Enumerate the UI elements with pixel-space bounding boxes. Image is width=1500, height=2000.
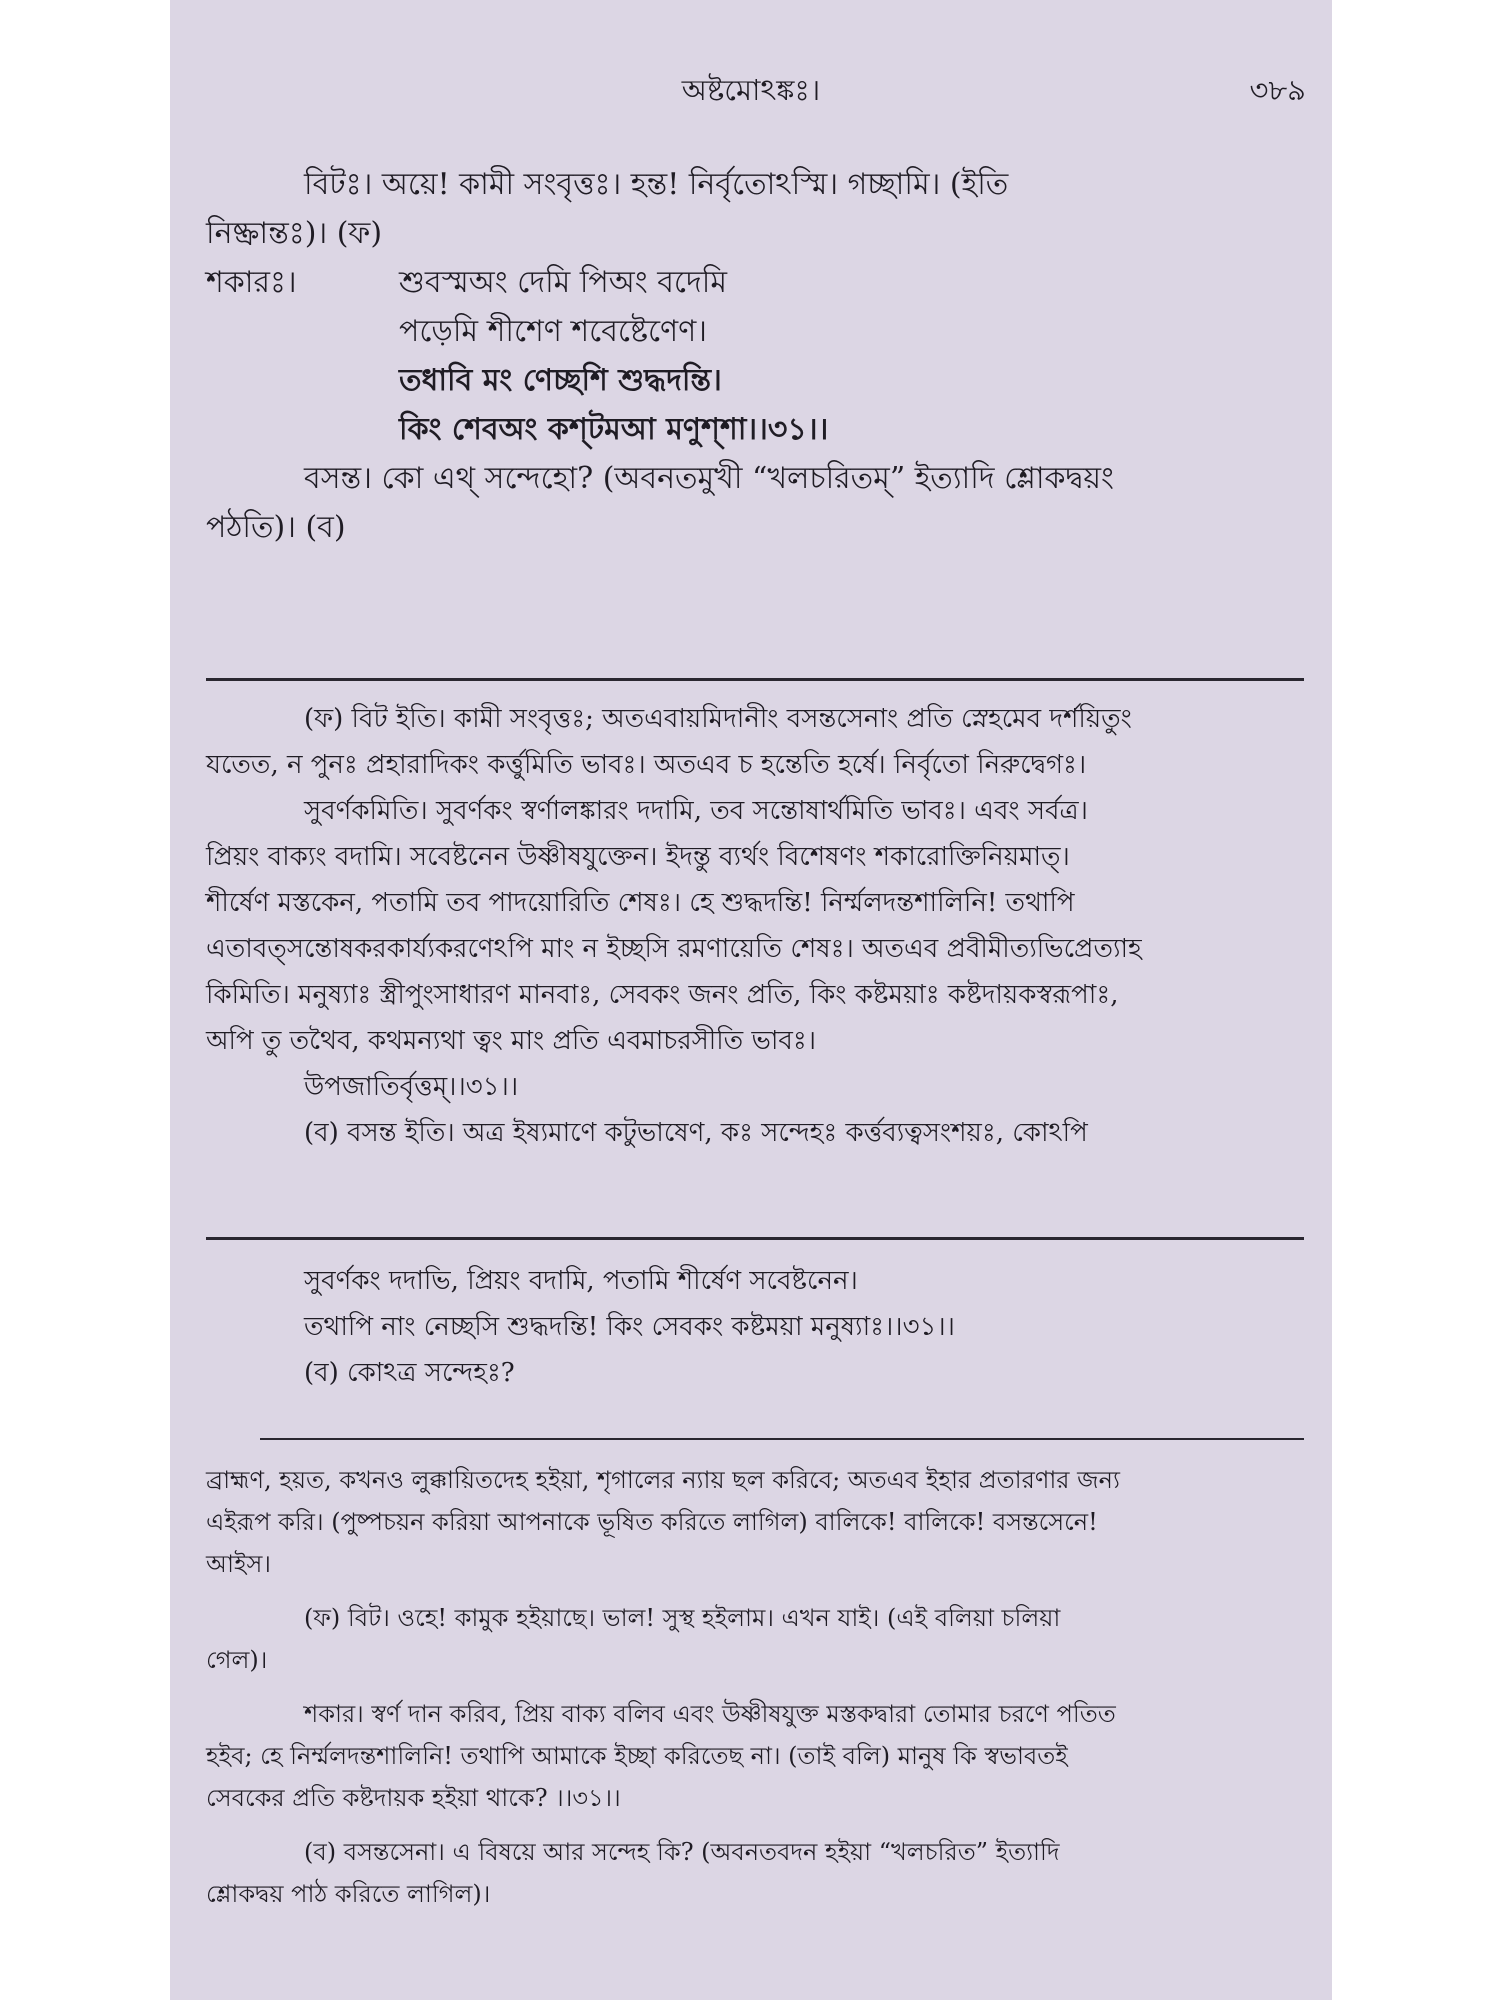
sanskrit-summary <box>206 1258 1304 1396</box>
summary-line: সুবর্ণকং দদাভি, প্রিয়ং বদামি, পতামি শীর্ষেণ সবেষ্টনেন। <box>304 1266 858 1296</box>
translation-line: শ্লোকদ্বয় পাঠ করিতে লাগিল)। <box>206 1880 491 1908</box>
vita-line: নিষ্ক্রান্তঃ)। (ফ) <box>206 216 383 251</box>
page-number: ৩৮৯ <box>1249 73 1306 107</box>
commentary-line: যতেত, ন পুনঃ প্রহারাদিকং কর্ত্তুমিতি ভাবঃ। অতএব চ হন্তেতি হর্ষে। নির্বৃতো নিরুদ্বেগঃ। <box>206 750 1087 780</box>
commentary-line: উপজাতির্বৃত্তম্‌।।৩১।। <box>304 1072 519 1102</box>
verse-line: পড়েমি শীশেণ শবেষ্টেণেণ। <box>399 314 708 349</box>
commentary-line: অপি তু তথৈব, কথমন্যথা ত্বং মাং প্রতি এবমাচরসীতি ভাবঃ। <box>206 1026 817 1056</box>
commentary-line: (ব) বসন্ত ইতি। অত্র ইষ্যমাণে কটুভাষেণ, কঃ সন্দেহঃ কর্ত্তব্যত্বসংশয়ঃ, কোঽপি <box>304 1118 1088 1148</box>
translation-line: এইরূপ করি। (পুষ্পচয়ন করিয়া আপনাকে ভূষিত করিতে লাগিল) বালিকে! বালিকে! বসন্তসেনে! <box>206 1508 1098 1536</box>
act-title: অষ্টমোঽঙ্কঃ। <box>681 73 821 107</box>
commentary-line: (ফ) বিট ইতি। কামী সংবৃত্তঃ; অতএবায়মিদানীং বসন্তসেনাং প্রতি স্নেহমেব দর্শয়িতুং <box>304 704 1132 734</box>
translation-line: সেবকের প্রতি কষ্টদায়ক হইয়া থাকে? ।।৩১।। <box>206 1784 621 1812</box>
vita-line: বিটঃ। অয়ে! কামী সংবৃত্তঃ। হন্ত! নির্বৃতোঽস্মি। গচ্ছামি। (ইতি <box>304 167 1009 202</box>
speaker-label: শকারঃ। <box>206 265 297 300</box>
commentary-line: শীর্ষেণ মস্তকেন, পতামি তব পাদয়োরিতি শেষঃ। হে শুদ্ধদন্তি! নির্ম্মলদন্তশালিনি! তথাপি <box>206 888 1075 918</box>
shakara-verse <box>206 258 1304 454</box>
bengali-translation <box>206 1459 1304 1915</box>
translation-line: গেল)। <box>206 1646 268 1674</box>
divider <box>206 1237 1304 1240</box>
commentary <box>206 696 1304 1156</box>
vasanta-line: বসন্ত। কো এথ্‌ সন্দেহো? (অবনতমুখী “খলচরিতম্‌” ইত্যাদি শ্লোকদ্বয়ং <box>304 461 1114 496</box>
commentary-line: এতাবত্‌সন্তোষকরকার্য্যকরণেঽপি মাং ন ইচ্ছসি রমণায়েতি শেষঃ। অতএব প্রবীমীত্যভিপ্রেত্যাহ <box>206 934 1142 964</box>
translation-line: ব্রাহ্মণ, হয়ত, কখনও লুক্কায়িতদেহ হইয়া, শৃগালের ন্যায় ছল করিবে; অতএব ইহার প্রতারণার জন্য <box>206 1466 1120 1494</box>
commentary-line: সুবর্ণকমিতি। সুবর্ণকং স্বর্ণালঙ্কারং দদামি, তব সন্তোষার্থমিতি ভাবঃ। এবং সর্বত্র। <box>304 796 1088 826</box>
commentary-line: কিমিতি। মনুষ্যাঃ স্ত্রীপুংসাধারণ মানবাঃ, সেবকং জনং প্রতি, কিং কষ্টময়াঃ কষ্টদায়কস্বরূপাঃ, <box>206 980 1119 1010</box>
translation-line: আইস। <box>206 1550 271 1578</box>
main-text <box>206 160 1304 552</box>
summary-line: তথাপি নাং নেচ্ছসি শুদ্ধদন্তি! কিং সেবকং কষ্টময়া মনুষ্যাঃ।।৩১।। <box>304 1312 955 1342</box>
verse-line: শুবস্মঅং দেমি পিঅং বদেমি <box>399 265 727 300</box>
translation-line: হইব; হে নির্ম্মলদন্তশালিনি! তথাপি আমাকে ইচ্ছা করিতেছ না। (তাই বলি) মানুষ কি স্বভাবতই <box>206 1742 1068 1770</box>
translation-line: (ফ) বিট। ওহে! কামুক হইয়াছে। ভাল! সুস্থ হইলাম। এখন যাই। (এই বলিয়া চলিয়া <box>304 1604 1061 1632</box>
verse-line: তধাবি মং ণেচ্ছশি শুদ্ধদন্তি। <box>399 363 722 398</box>
divider <box>206 678 1304 681</box>
running-header <box>170 68 1332 118</box>
summary-line: (ব) কোঽত্র সন্দেহঃ? <box>304 1358 515 1388</box>
commentary-line: প্রিয়ং বাক্যং বদামি। সবেষ্টনেন উষ্ণীষযুক্তেন। ইদন্তু ব্যর্থং বিশেষণং শকারোক্তিনিয়মাত্‌। <box>206 842 1070 872</box>
verse-line: কিং শেবঅং কশ্‌টমআ মণুশ্‌শা।।৩১।। <box>399 412 829 447</box>
divider <box>260 1438 1304 1440</box>
translation-line: (ব) বসন্তসেনা। এ বিষয়ে আর সন্দেহ কি? (অবনতবদন হইয়া “খলচরিত” ইত্যাদি <box>304 1838 1060 1866</box>
vasanta-line: পঠতি)। (ব) <box>206 510 346 545</box>
translation-line: শকার। স্বর্ণ দান করিব, প্রিয় বাক্য বলিব এবং উষ্ণীষযুক্ত মস্তকদ্বারা তোমার চরণে পতিত <box>304 1700 1116 1728</box>
book-page <box>170 0 1332 2000</box>
verse-block <box>399 258 828 454</box>
